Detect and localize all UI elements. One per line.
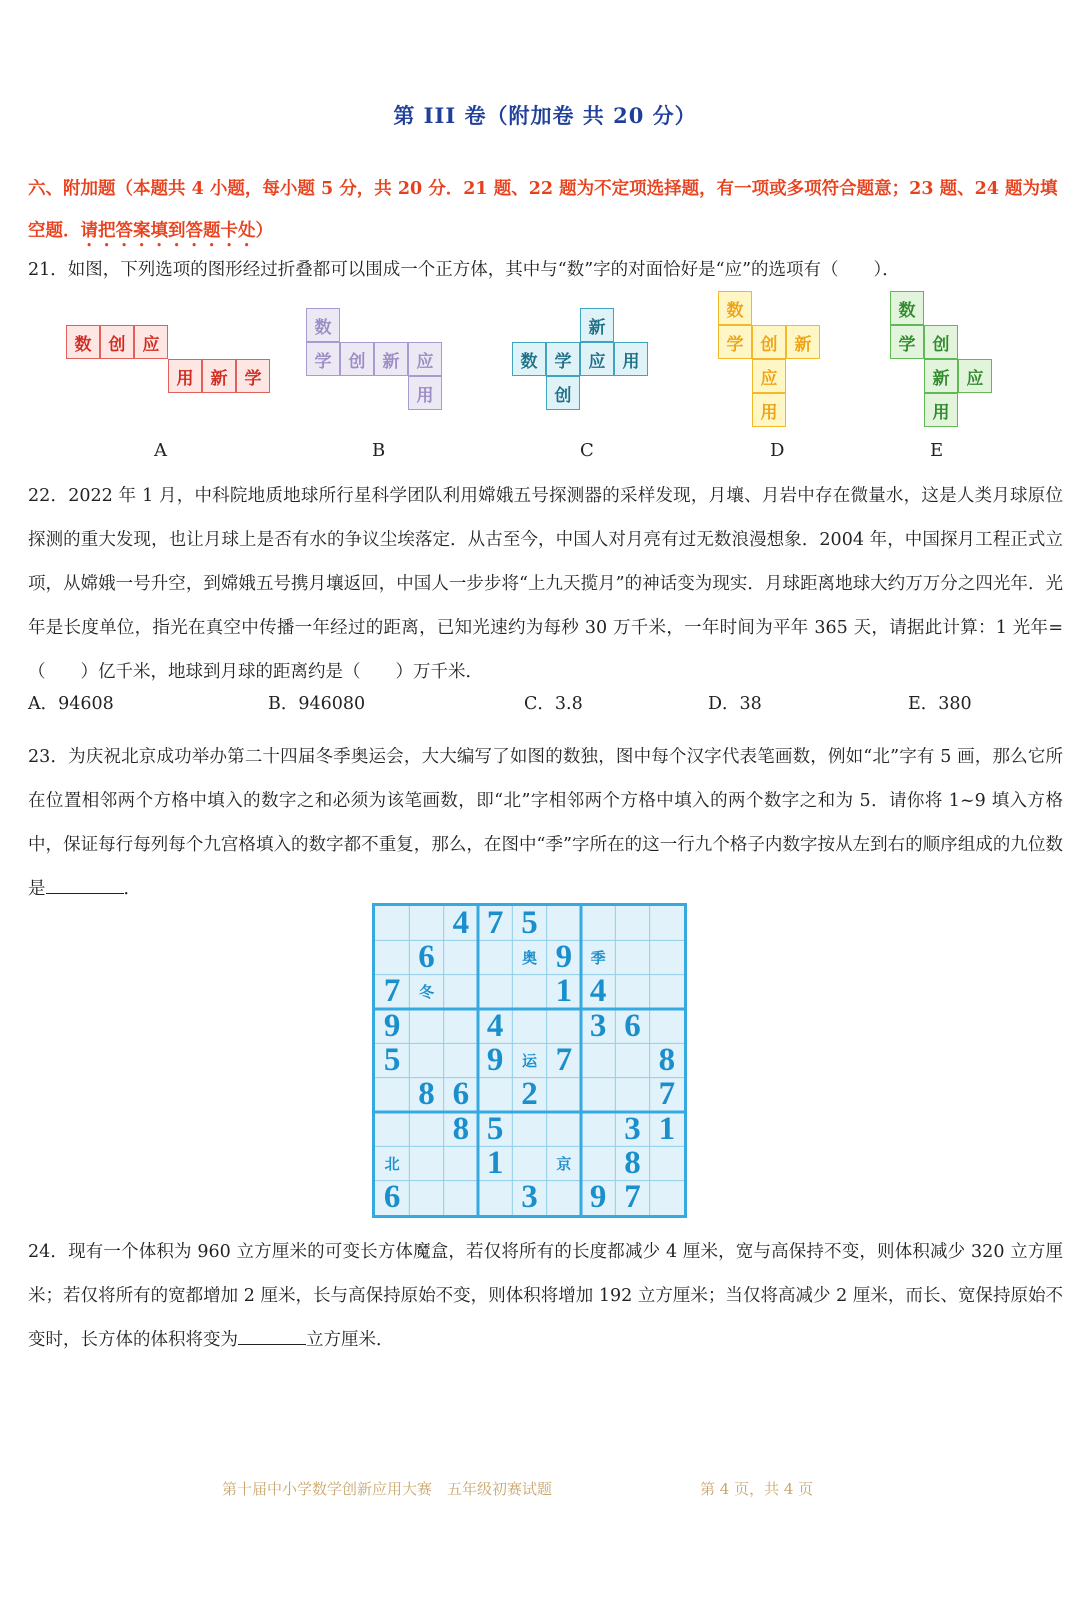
sudoku-digit: 6 [383, 1179, 401, 1216]
net-label-b: B [372, 440, 386, 461]
q23-text-end: ． [123, 879, 141, 899]
sudoku-digit: 1 [486, 1145, 504, 1181]
net-e-cell: 应 [958, 359, 992, 393]
net-label-c: C [580, 440, 594, 461]
net-a-cell: 新 [202, 359, 236, 393]
net-e-cell: 学 [890, 325, 924, 359]
sudoku-digit: 7 [486, 904, 504, 941]
net-d-cell: 创 [752, 325, 786, 359]
sudoku-digit: 7 [555, 1042, 573, 1078]
sudoku-digit: 3 [624, 1110, 641, 1147]
sudoku-digit: 6 [418, 939, 435, 975]
sudoku-digit: 7 [624, 1179, 641, 1216]
sudoku-digit: 8 [418, 1076, 435, 1113]
net-a-cell: 学 [236, 359, 270, 393]
sudoku-digit: 5 [486, 1110, 504, 1147]
net-d-cell: 用 [752, 393, 786, 427]
net-c-cell: 用 [614, 342, 648, 376]
q22-option-a: A．94608 [28, 694, 114, 714]
q23-text: 23．为庆祝北京成功举办第二十四届冬季奥运会，大大编写了如图的数独，图中每个汉字代表笔画数，例如“北”字有 5 画，那么它所在位置相邻两个方格中填入的数字之和必须为该笔画数，即“北”字相邻两个方格中填入的两个数字之和为 5．请你将 1~9 填入方格中，保证每行每列每个九宫格填入的数字都不重复，那么，在图中“季”字所在的这一行九个格子内数字按从左到右的顺序组成的九位数是 [28, 747, 1063, 899]
net-e-cell: 创 [924, 325, 958, 359]
sudoku-digit: 3 [589, 1007, 607, 1044]
section-close: ） [255, 221, 273, 241]
net-c-cell: 学 [546, 342, 580, 376]
sudoku-character: 京 [556, 1154, 572, 1173]
net-e-cell: 用 [924, 393, 958, 427]
sudoku-character: 冬 [418, 983, 434, 1002]
net-label-e: E [930, 440, 944, 461]
sudoku-digit: 7 [383, 973, 401, 1010]
net-c-cell: 新 [580, 308, 614, 342]
sudoku-character: 运 [521, 1051, 537, 1070]
sudoku-digit: 5 [521, 904, 538, 941]
sudoku-digit: 1 [658, 1110, 676, 1147]
q24-text: 24．现有一个体积为 960 立方厘米的可变长方体魔盒，若仅将所有的长度都减少 4 厘米，宽与高保持不变，则体积减少 320 立方厘米；若仅将所有的宽都增加 2 厘米，长与高保持原始不变，则体积将增加 192 立方厘米；当仅将高减少 2 厘米，而长、宽保持原始不变时，长方体的体积将变为 [28, 1242, 1063, 1350]
net-b-cell: 用 [408, 376, 442, 410]
sudoku-digit: 4 [452, 904, 470, 941]
net-c-cell: 创 [546, 376, 580, 410]
net-d-cell: 学 [718, 325, 752, 359]
sudoku-digit: 9 [383, 1007, 401, 1044]
sudoku-character: 季 [590, 948, 606, 967]
net-b-cell: 新 [374, 342, 408, 376]
page-title: 第 III 卷（附加卷 共 20 分） [393, 103, 697, 128]
net-c-cell: 数 [512, 342, 546, 376]
net-d-cell: 应 [752, 359, 786, 393]
section-emphasis: 请把答案填到答题卡处 [80, 221, 256, 241]
net-e-cell: 数 [890, 291, 924, 325]
footer-page: 第 4 页，共 4 页 [700, 1480, 814, 1498]
sudoku-digit: 9 [486, 1042, 504, 1078]
q24-text-end: 立方厘米． [306, 1330, 394, 1350]
sudoku-digit: 5 [383, 1042, 401, 1078]
net-b-cell: 学 [306, 342, 340, 376]
q23-answer-blank[interactable] [46, 873, 124, 894]
net-a-cell: 创 [100, 325, 134, 359]
q22-option-e: E．380 [908, 694, 972, 714]
net-a-cell: 应 [134, 325, 168, 359]
sudoku-digit: 6 [624, 1007, 641, 1044]
net-label-a: A [154, 440, 167, 461]
q22-option-c: C．3.8 [524, 694, 583, 714]
sudoku-digit: 9 [589, 1179, 607, 1216]
net-label-d: D [770, 440, 785, 461]
footer-left: 第十届中小学数学创新应用大赛 五年级初赛试题 [222, 1480, 553, 1498]
sudoku-digit: 9 [555, 939, 573, 975]
net-a-cell: 用 [168, 359, 202, 393]
question-24 [28, 1230, 1063, 1362]
question-22: 22．2022 年 1 月，中科院地质地球所行星科学团队利用嫦娥五号探测器的采样发现，月壤、月岩中存在微量水，这是人类月球原位探测的重大发现，也让月球上是否有水的争议尘埃落定．从古至今，中国人对月亮有过无数浪漫想象．2004 年，中国探月工程正式立项，从嫦娥一号升空，到嫦娥五号携月壤返回，中国人一步步将“上九天揽月”的神话变为现实．月球距离地球大约万万分之四光年．光年是长度单位，指光在真空中传播一年经过的距离，已知光速约为每秒 30 万千米，一年时间为平年 365 天，请据此计算：1 光年=（ ）亿千米，地球到月球的距离约是（ ）万千米． [28, 486, 1063, 682]
sudoku-digit: 8 [624, 1145, 641, 1181]
question-21: 21．如图，下列选项的图形经过折叠都可以围成一个正方体，其中与“数”字的对面恰好是“应”的选项有（ ）． [28, 260, 900, 280]
net-b-cell: 应 [408, 342, 442, 376]
sudoku-digit: 8 [658, 1042, 676, 1078]
net-a-cell: 数 [66, 325, 100, 359]
sudoku-digit: 4 [486, 1007, 504, 1044]
sudoku-digit: 2 [521, 1076, 538, 1113]
section-text: 六、附加题（本题共 4 小题，每小题 5 分，共 20 分．21 题、22 题为不定项选择题，有一项或多项符合题意；23 题、24 题为填空题． [28, 179, 1058, 241]
sudoku-character: 北 [384, 1154, 400, 1173]
sudoku-character: 奥 [521, 948, 537, 967]
sudoku-digit: 4 [589, 973, 607, 1010]
sudoku-digit: 7 [658, 1076, 676, 1113]
sudoku-digit: 8 [452, 1110, 470, 1147]
sudoku-digit: 3 [521, 1179, 538, 1216]
q22-option-b: B．946080 [268, 694, 366, 714]
net-b-cell: 创 [340, 342, 374, 376]
net-b-cell: 数 [306, 308, 340, 342]
q24-answer-blank[interactable] [238, 1324, 306, 1345]
q22-option-d: D．38 [708, 694, 762, 714]
sudoku-digit: 1 [555, 973, 573, 1010]
net-e-cell: 新 [924, 359, 958, 393]
net-d-cell: 数 [718, 291, 752, 325]
net-c-cell: 应 [580, 342, 614, 376]
net-d-cell: 新 [786, 325, 820, 359]
sudoku-digit: 6 [452, 1076, 470, 1113]
sudoku-grid [372, 903, 687, 1218]
section-heading [28, 168, 1063, 252]
question-23 [28, 735, 1063, 911]
